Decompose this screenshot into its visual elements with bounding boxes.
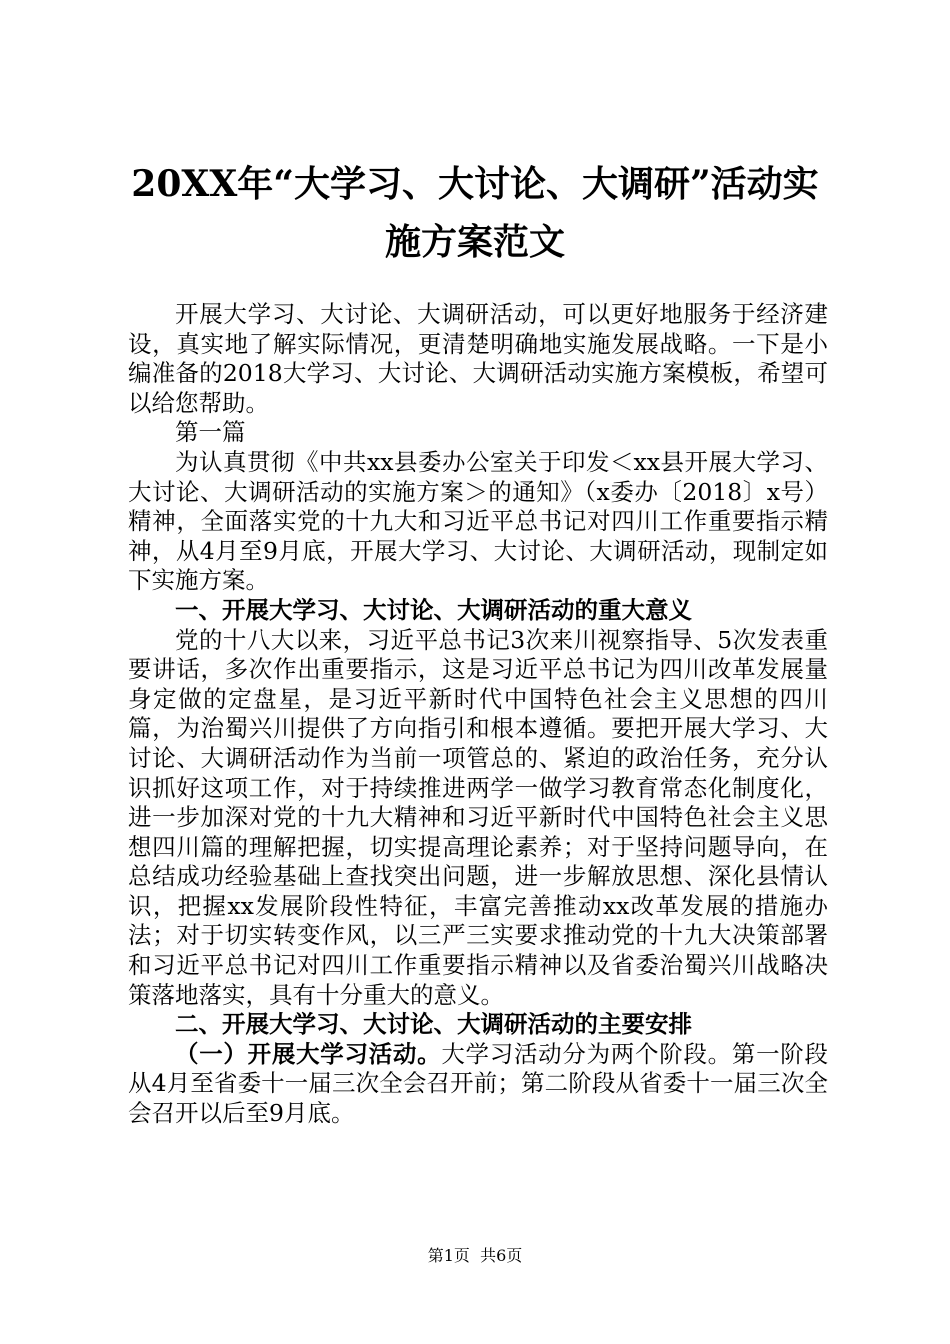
significance-paragraph: 党的十八大以来，习近平总书记3次来川视察指导、5次发表重要讲话，多次作出重要指示，这是习近平总书记为四川改革发展量身定做的定盘星，是习近平新时代中国特色社会主义思想的四川篇，为治蜀兴川提供了方向指引和根本遵循。要把开展大学习、大讨论、大调研活动作为当前一项管总的、紧迫的政治任务，充分认识抓好这项工作，对于持续推进两学一做学习教育常态化制度化，进一步加深对党的十九大精神和习近平新时代中国特色社会主义思想四川篇的理解把握，切实提高理论素养；对于坚持问题导向，在总结成功经验基础上查找突出问题，进一步解放思想、深化县情认识，把握xx发展阶段性特征，丰富完善推动xx改革发展的措施办法；对于切实转变作风，以三严三实要求推动党的十九大决策部署和习近平总书记对四川工作重要指示精神以及省委治蜀兴川战略决策落地落实，具有十分重大的意义。 [128, 625, 828, 1009]
section-heading-2: 二、开展大学习、大讨论、大调研活动的主要安排 [175, 1010, 692, 1039]
document-body [128, 300, 828, 1129]
page-footer: 第1页 共6页 [427, 1246, 523, 1265]
subsection-paragraph [128, 1040, 828, 1129]
subsection-text: 大学习活动分为两个阶段。第一阶段从4月至省委十一届三次全会召开前；第二阶段从省委十一届三次全会召开以后至9月底。 [128, 1039, 829, 1128]
section-heading-1: 一、开展大学习、大讨论、大调研活动的重大意义 [175, 595, 692, 624]
intro-paragraph: 开展大学习、大讨论、大调研活动，可以更好地服务于经济建设，真实地了解实际情况，更清楚明确地实施发展战略。一下是小编准备的2018大学习、大讨论、大调研活动实施方案模板，希望可以给您帮助。 [128, 300, 828, 417]
document-title-line-1: 20XX年“大学习、大讨论、大调研”活动实 [131, 163, 819, 205]
notice-paragraph: 为认真贯彻《中共xx县委办公室关于印发＜xx县开展大学习、大讨论、大调研活动的实施方案＞的通知》（x委办〔2018〕x号）精神，全面落实党的十九大和习近平总书记对四川工作重要指示精神，从4月至9月底，开展大学习、大讨论、大调研活动，现制定如下实施方案。 [128, 447, 828, 595]
part-label: 第一篇 [175, 418, 246, 447]
document-title-line-2: 施方案范文 [384, 221, 565, 263]
subsection-lead: （一）开展大学习活动。 [175, 1039, 442, 1068]
